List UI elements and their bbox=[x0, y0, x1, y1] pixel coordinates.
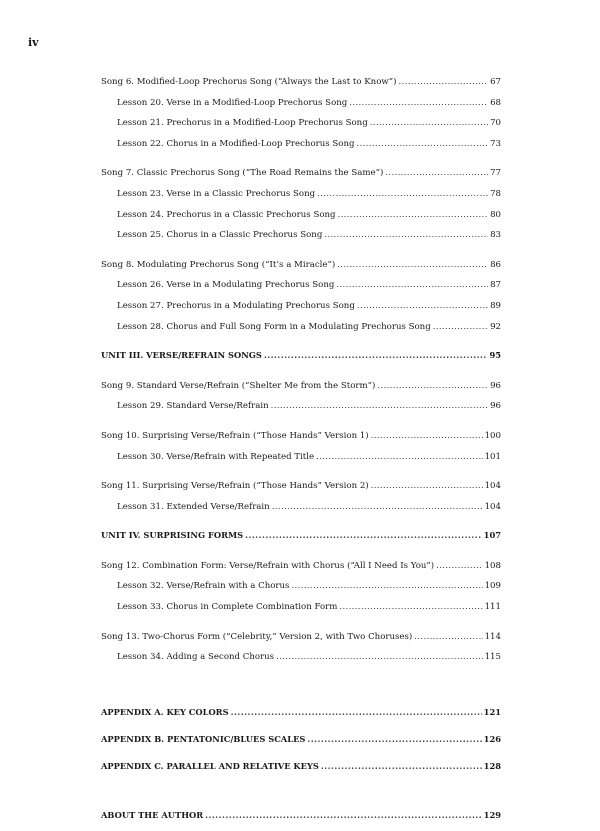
entry-title: Lesson 21. Prechorus in a Modified-Loop Prechorus Song bbox=[117, 118, 368, 129]
toc-entry-lesson-29[interactable] bbox=[101, 401, 501, 422]
toc-entry-lesson-31[interactable] bbox=[101, 502, 501, 523]
entry-title: Lesson 27. Prechorus in a Modulating Prechorus Song bbox=[117, 300, 355, 311]
entry-title: Lesson 33. Chorus in Complete Combination Form bbox=[117, 602, 338, 613]
leader-dots bbox=[338, 210, 489, 220]
leader-dots bbox=[271, 401, 488, 411]
leader-dots bbox=[205, 811, 482, 821]
toc-entry-song-8[interactable] bbox=[101, 260, 501, 281]
entry-page: 87 bbox=[490, 280, 501, 291]
page-number: iv bbox=[28, 36, 39, 49]
leader-dots bbox=[371, 481, 483, 491]
entry-title: Song 6. Modified-Loop Prechorus Song (“Always the Last to Know”) bbox=[101, 77, 397, 87]
toc-entry-song-7[interactable] bbox=[101, 168, 501, 189]
entry-title: Lesson 31. Extended Verse/Refrain bbox=[117, 501, 270, 512]
entry-page: 121 bbox=[483, 706, 501, 717]
entry-title: Song 11. Surprising Verse/Refrain (“Those Hands” Version 2) bbox=[101, 481, 369, 492]
entry-page: 104 bbox=[484, 481, 501, 492]
leader-dots bbox=[316, 452, 483, 462]
toc-entry-lesson-32[interactable] bbox=[101, 581, 501, 602]
entry-title: Lesson 22. Chorus in a Modified-Loop Prechorus Song bbox=[117, 138, 355, 149]
leader-dots bbox=[291, 581, 482, 591]
entry-page: 70 bbox=[490, 118, 501, 129]
toc-entry-lesson-25[interactable] bbox=[101, 230, 501, 251]
leader-dots bbox=[272, 502, 483, 512]
entry-title: Lesson 32. Verse/Refrain with a Chorus bbox=[117, 581, 290, 592]
toc-entry-song-11[interactable] bbox=[101, 481, 501, 502]
leader-dots bbox=[336, 280, 488, 290]
leader-dots bbox=[357, 139, 489, 149]
leader-dots bbox=[231, 708, 482, 718]
entry-page: 104 bbox=[484, 501, 501, 512]
leader-dots bbox=[349, 98, 488, 108]
toc-entry-song-9[interactable] bbox=[101, 381, 501, 402]
leader-dots bbox=[414, 632, 482, 642]
entry-page: 95 bbox=[489, 350, 501, 361]
toc-entry-lesson-28[interactable] bbox=[101, 322, 501, 343]
toc-entry-lesson-34[interactable] bbox=[101, 652, 501, 673]
leader-dots bbox=[276, 652, 482, 662]
leader-dots bbox=[357, 301, 488, 311]
entry-title: Song 9. Standard Verse/Refrain (“Shelter Me from the Storm”) bbox=[101, 380, 376, 391]
entry-title: UNIT IV. SURPRISING FORMS bbox=[101, 530, 244, 541]
toc-entry-lesson-30[interactable] bbox=[101, 452, 501, 473]
entry-title: Lesson 20. Verse in a Modified-Loop Prechorus Song bbox=[117, 97, 348, 108]
entry-page: 68 bbox=[490, 97, 501, 108]
section-gap bbox=[101, 372, 501, 381]
leader-dots bbox=[433, 322, 488, 332]
entry-title: Lesson 26. Verse in a Modulating Prechorus Song bbox=[117, 280, 335, 291]
table-of-contents bbox=[101, 77, 501, 831]
section-gap bbox=[101, 673, 501, 702]
leader-dots bbox=[324, 230, 488, 240]
toc-entry-lesson-20[interactable] bbox=[101, 98, 501, 119]
leader-dots bbox=[385, 168, 488, 178]
leader-dots bbox=[436, 561, 482, 571]
entry-title: UNIT III. VERSE/REFRAIN SONGS bbox=[101, 350, 262, 361]
section-gap bbox=[101, 623, 501, 632]
entry-title: Song 12. Combination Form: Verse/Refrain with Chorus (“All I Need Is You”) bbox=[101, 560, 435, 571]
entry-page: 101 bbox=[484, 451, 501, 462]
leader-dots bbox=[399, 77, 489, 87]
entry-page: 108 bbox=[484, 560, 501, 571]
entry-page: 96 bbox=[490, 380, 501, 391]
entry-title: Lesson 30. Verse/Refrain with Repeated Title bbox=[117, 451, 315, 462]
toc-entry-song-12[interactable] bbox=[101, 561, 501, 582]
entry-page: 96 bbox=[490, 401, 501, 412]
section-gap bbox=[101, 472, 501, 481]
toc-entry-appendix-a[interactable] bbox=[101, 708, 501, 735]
leader-dots bbox=[264, 351, 488, 361]
entry-page: 77 bbox=[490, 168, 501, 179]
toc-entry-appendix-c[interactable] bbox=[101, 762, 501, 789]
toc-entry-lesson-33[interactable] bbox=[101, 602, 501, 623]
toc-entry-unit-3[interactable] bbox=[101, 351, 501, 372]
entry-title: Song 13. Two-Chorus Form (“Celebrity,” Version 2, with Two Choruses) bbox=[101, 631, 413, 642]
entry-page: 129 bbox=[483, 809, 501, 820]
toc-entry-lesson-27[interactable] bbox=[101, 301, 501, 322]
entry-page: 111 bbox=[484, 602, 501, 613]
entry-page: 80 bbox=[490, 209, 501, 220]
toc-entry-lesson-21[interactable] bbox=[101, 118, 501, 139]
entry-title: Song 7. Classic Prechorus Song (“The Road Remains the Same”) bbox=[101, 168, 384, 179]
entry-page: 83 bbox=[490, 230, 501, 241]
entry-title: ABOUT THE AUTHOR bbox=[101, 809, 204, 820]
entry-title: Song 8. Modulating Prechorus Song (“It’s a Miracle”) bbox=[101, 259, 336, 270]
toc-entry-about-author[interactable] bbox=[101, 811, 501, 831]
entry-title: Song 10. Surprising Verse/Refrain (“Those Hands” Version 1) bbox=[101, 430, 369, 441]
entry-title: Lesson 24. Prechorus in a Classic Prechorus Song bbox=[117, 209, 336, 220]
entry-page: 100 bbox=[484, 430, 501, 441]
entry-title: Lesson 23. Verse in a Classic Prechorus Song bbox=[117, 188, 316, 199]
entry-title: Lesson 25. Chorus in a Classic Prechorus Song bbox=[117, 230, 323, 241]
leader-dots bbox=[377, 381, 488, 391]
leader-dots bbox=[317, 189, 488, 199]
toc-entry-lesson-26[interactable] bbox=[101, 280, 501, 301]
leader-dots bbox=[370, 118, 488, 128]
entry-title: Lesson 34. Adding a Second Chorus bbox=[117, 652, 275, 663]
leader-dots bbox=[245, 531, 482, 541]
entry-page: 92 bbox=[490, 321, 501, 332]
toc-entry-lesson-24[interactable] bbox=[101, 210, 501, 231]
entry-page: 115 bbox=[484, 652, 501, 663]
leader-dots bbox=[337, 260, 488, 270]
entry-title: APPENDIX C. PARALLEL AND RELATIVE KEYS bbox=[101, 760, 319, 771]
entry-title: APPENDIX A. KEY COLORS bbox=[101, 706, 229, 717]
toc-entry-song-6[interactable] bbox=[101, 77, 501, 98]
entry-title: APPENDIX B. PENTATONIC/BLUES SCALES bbox=[101, 733, 306, 744]
toc-entry-song-10[interactable] bbox=[101, 431, 501, 452]
entry-page: 78 bbox=[490, 188, 501, 199]
entry-page: 126 bbox=[483, 733, 501, 744]
section-gap bbox=[101, 251, 501, 260]
entry-page: 107 bbox=[483, 530, 501, 541]
entry-page: 114 bbox=[484, 631, 501, 642]
entry-page: 67 bbox=[490, 77, 501, 87]
toc-entry-lesson-22[interactable] bbox=[101, 139, 501, 160]
toc-entry-unit-4[interactable] bbox=[101, 531, 501, 552]
entry-page: 73 bbox=[490, 138, 501, 149]
toc-entry-appendix-b[interactable] bbox=[101, 735, 501, 762]
leader-dots bbox=[307, 735, 481, 745]
section-gap bbox=[101, 422, 501, 431]
entry-title: Lesson 28. Chorus and Full Song Form in a Modulating Prechorus Song bbox=[117, 321, 431, 332]
section-gap bbox=[101, 552, 501, 561]
toc-entry-lesson-23[interactable] bbox=[101, 189, 501, 210]
toc-entry-song-13[interactable] bbox=[101, 632, 501, 653]
leader-dots bbox=[321, 762, 482, 772]
leader-dots bbox=[371, 431, 483, 441]
leader-dots bbox=[339, 602, 482, 612]
entry-page: 109 bbox=[484, 581, 501, 592]
entry-title: Lesson 29. Standard Verse/Refrain bbox=[117, 401, 269, 412]
entry-page: 86 bbox=[490, 259, 501, 270]
entry-page: 89 bbox=[490, 300, 501, 311]
entry-page: 128 bbox=[483, 760, 501, 771]
